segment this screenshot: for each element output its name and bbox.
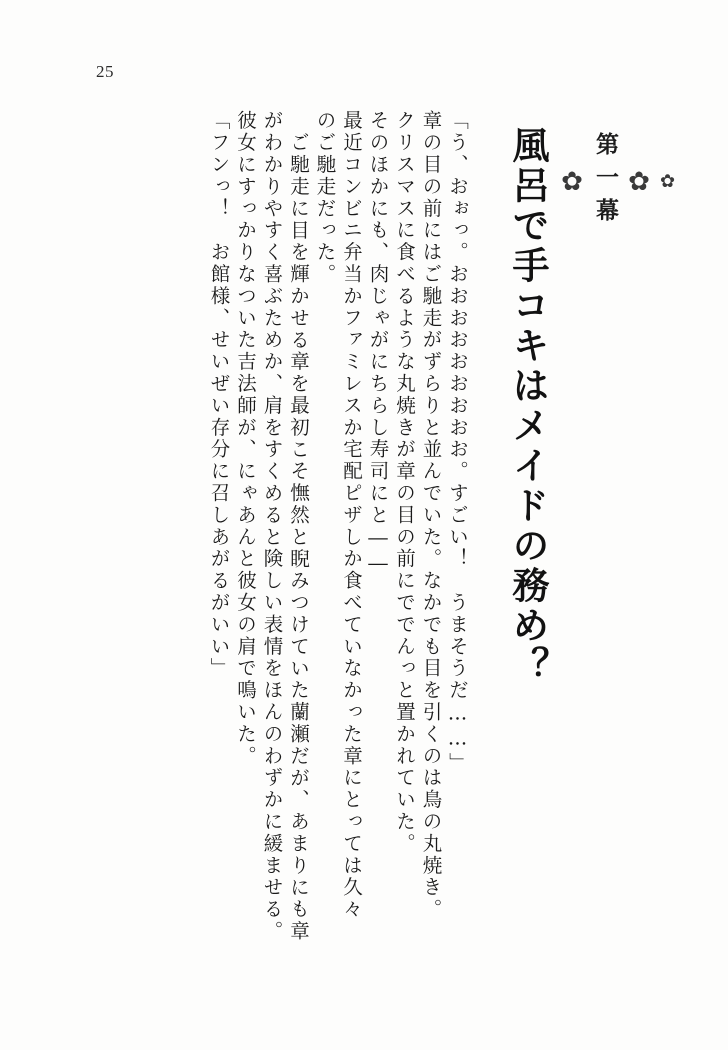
text-line: 「フンっ！ お館様、せいぜい存分に召しあがるがいい」 [207,110,231,680]
text-line: そのほかにも、肉じゃがにちらし寿司にと―― [366,110,390,577]
text-line: 「う、おぉっ。おおおおおおおおお。すごい！ うまそうだ……」 [446,110,469,774]
chapter-label: 第一幕 [592,132,619,231]
text-line: のご馳走だった。 [313,110,337,286]
text-line: ご馳走に目を輝かせる章を最初こそ憮然と睨みつけていた蘭瀬だが、あまりにも章 [287,132,310,943]
text-line: 彼女にすっかりなついた吉法師が、にゃあんと彼女の肩で鳴いた。 [234,110,257,767]
text-line: クリスマスに食べるような丸焼きが章の目の前にででんっと置かれていた。 [393,110,416,855]
chapter-title: 風呂で手コキはメイドの務め？ [506,126,550,686]
flower-icon-top: ✿ [658,171,678,192]
flower-icon-right: ✿ [558,166,587,197]
vertical-text-area [40,110,680,990]
chapter-heading-block [501,110,680,970]
page-number: 25 [96,62,114,81]
text-line: 章の目の前にはご馳走がずらりと並んでいた。なかでも目を引くのは鳥の丸焼き。 [419,110,443,921]
text-line: 最近コンビニ弁当かファミレスか宅配ピザしか食べていなかった章にとっては久々 [340,110,363,921]
body-text-columns [202,110,467,970]
text-line: がわかりやすく喜ぶためか、肩をすくめると険しい表情をほんのわずかに緩ませる。 [260,110,284,943]
chapter-ornament-group [555,128,680,235]
flower-icon-left: ✿ [625,166,654,197]
